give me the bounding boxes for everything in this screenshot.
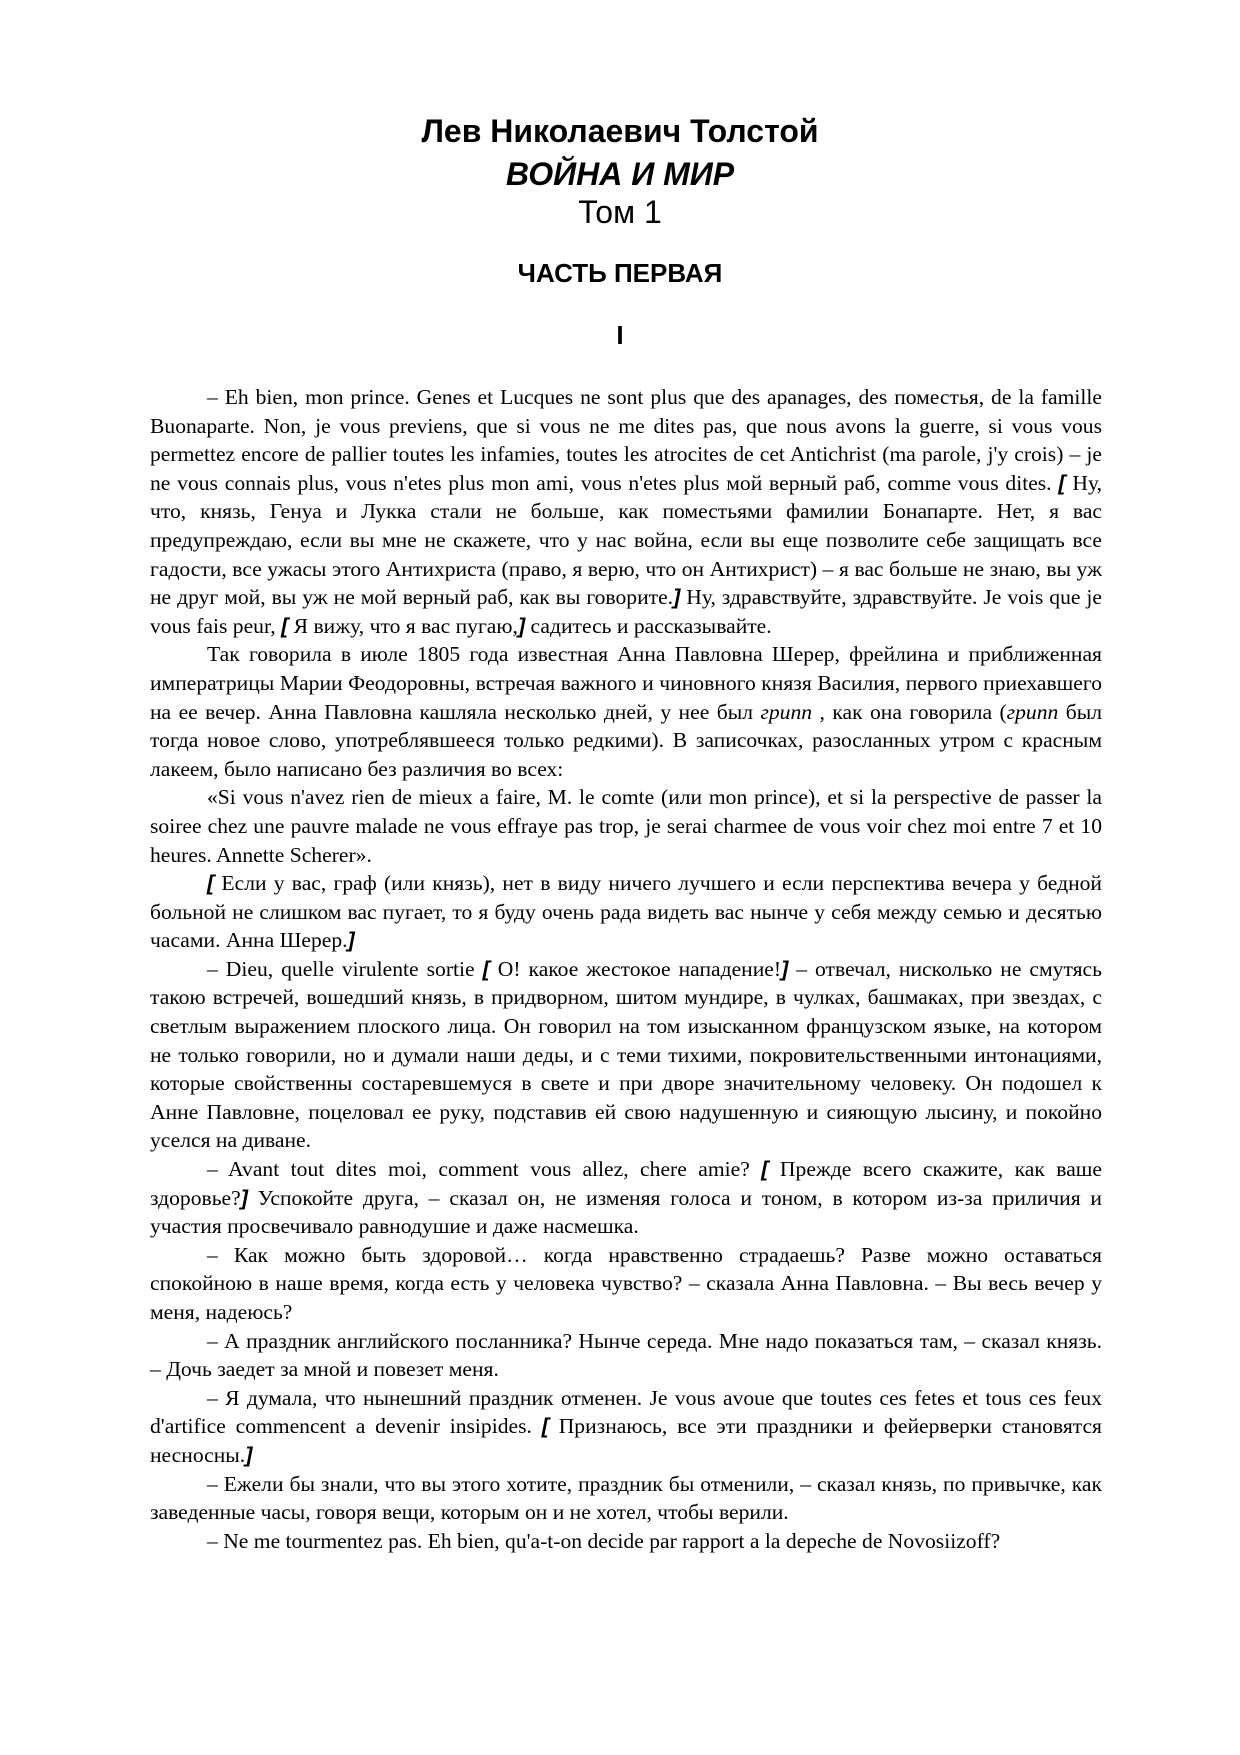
text-run: – А праздник английского посланника? Нынче середа. Мне надо показаться там, – сказал князь. – Дочь заедет за мной и повезет меня. xyxy=(150,1328,1102,1382)
book-title: ВОЙНА И МИР xyxy=(505,156,735,192)
translation-open-marker: [ xyxy=(1058,469,1066,495)
translation-close-marker: ] xyxy=(240,1184,248,1210)
text-run: Прежде всего скажите, как ваше здоровье? xyxy=(150,1157,1102,1210)
translation-close-marker: ] xyxy=(673,584,681,610)
author-name: Лев Николаевич Толстой xyxy=(421,113,819,149)
paragraph xyxy=(150,869,1102,955)
paragraph xyxy=(150,1384,1102,1470)
translation-close-marker: ] xyxy=(517,612,526,638)
paragraph xyxy=(150,1470,1102,1527)
text-run: садитесь и рассказывайте. xyxy=(525,613,772,638)
translation-close-marker: ] xyxy=(245,1441,253,1467)
text-run: Ну, здравствуйте, здравствуйте. Je vois que je vous fais peur, xyxy=(150,585,1102,638)
text-run: – Dieu, quelle virulente sortie xyxy=(207,956,483,981)
text-run: Признаюсь, все эти праздники и фейерверки становятся несносны. xyxy=(150,1414,1102,1467)
volume-label: Том 1 xyxy=(578,194,662,230)
paragraph xyxy=(150,1527,1102,1556)
chapter-number: I xyxy=(616,320,624,350)
text-run: – Eh bien, mon prince. Genes et Lucques ne sont plus que des apanages, des поместья, de la famille Buonaparte. Non, je vous previens, que si vous ne me dites pas, que nous avons la guerre, si vous vous permettez encore de pallier toutes les infamies, toutes les atrocites de cet Antichrist (ma parole, j'y crois) – je ne vous connais plus, vous n'etes plus mon ami, vous n'etes plus мой верный раб, comme vous dites. xyxy=(150,385,1102,495)
text-run: Если у вас, граф (или князь), нет в виду ничего лучшего и если перспектива вечера у бедной больной не слишком вас пугает, то я буду очень рада видеть вас нынче у себя между семью и десятью часами. Анна Шерер. xyxy=(150,871,1102,953)
text-run: – Ежели бы знали, что вы этого хотите, праздник бы отменили, – сказал князь, по привычке, как заведенные часы, говоря вещи, которым он и не хотел, чтобы верили. xyxy=(150,1471,1102,1525)
translation-open-marker: [ xyxy=(482,955,490,981)
italic-term: грипп xyxy=(760,699,813,724)
text-run: Так говорила в июле 1805 года известная Анна Павловна Шерер, фрейлина и приближенная императрицы Марии Феодоровны, встречая важного и чиновного князя Василия, первого приехавшего на ее вечер. Анна Павловна кашляла несколько дней, у нее был xyxy=(150,642,1102,724)
text-run: О! какое жестокое нападение! xyxy=(489,956,782,981)
translation-open-marker: [ xyxy=(541,1413,549,1439)
translation-open-marker: [ xyxy=(281,612,289,638)
part-heading: ЧАСТЬ ПЕРВАЯ xyxy=(517,258,723,288)
paragraph xyxy=(150,383,1102,640)
paragraph xyxy=(150,783,1102,869)
text-run: – Как можно быть здоровой… когда нравственно страдаешь? Разве можно оставаться спокойною в наше время, когда есть у человека чувство? – сказала Анна Павловна. – Вы весь вечер у меня, надеюсь? xyxy=(150,1242,1102,1324)
paragraph xyxy=(150,1327,1102,1384)
translation-close-marker: ] xyxy=(781,955,789,981)
paragraph xyxy=(150,640,1102,783)
italic-term: грипп xyxy=(1006,699,1059,724)
text-run: «Si vous n'avez rien de mieux a faire, M. le comte (или mon prince), et si la perspective de passer la soiree chez une pauvre malade ne vous effraye pas trop, je serai charmee de vous voir chez moi entre 7 et 10 heures. Annette Scherer». xyxy=(150,785,1102,867)
paragraph xyxy=(150,1155,1102,1241)
translation-close-marker: ] xyxy=(347,927,355,953)
text-run: , как она говорила ( xyxy=(812,699,1007,724)
paragraph xyxy=(150,955,1102,1155)
text-run: – Avant tout dites moi, comment vous allez, chere amie? xyxy=(207,1157,762,1182)
text-run: – Ne me tourmentez pas. Eh bien, qu'a-t-on decide par rapport a la depeche de Novosiizoff? xyxy=(207,1528,1001,1553)
body-text xyxy=(150,383,1102,1555)
translation-open-marker: [ xyxy=(207,870,215,896)
translation-open-marker: [ xyxy=(761,1156,769,1182)
text-run: – Я думала, что нынешний праздник отменен. Je vous avoue que toutes ces fetes et tous ces feux d'artifice commencent a devenir insipides. xyxy=(150,1385,1102,1439)
paragraph xyxy=(150,1241,1102,1327)
text-run: Успокойте друга, – сказал он, не изменяя голоса и тоном, в котором из-за приличия и участия просвечивало равнодушие и даже насмешка. xyxy=(150,1185,1102,1239)
text-run: был тогда новое слово, употреблявшееся только редкими). В записочках, разосланных утром с красным лакеем, было написано без различия во всех: xyxy=(150,699,1103,781)
text-run: Я вижу, что я вас пугаю, xyxy=(288,613,518,638)
text-run: – отвечал, нисколько не смутясь такою встречей, вошедший князь, в придворном, шитом мундире, в чулках, башмаках, при звездах, с светлым выражением плоского лица. Он говорил на том изысканном французском языке, на котором не только говорили, но и думали наши деды, и с теми тихими, покровительственными интонациями, которые свойственны состаревшемуся в свете и при дворе значительному человеку. Он подошел к Анне Павловне, поцеловал ее руку, подставив ей свою надушенную и сияющую лысину, и покойно уселся на диване. xyxy=(150,956,1102,1153)
text-run: Ну, что, князь, Генуа и Лукка стали не больше, как поместьями фамилии Бонапарте. Нет, я вас предупреждаю, если вы мне не скажете, что у нас война, если вы еще позволите себе защищать все гадости, все ужасы этого Антихриста (право, я верю, что он Антихрист) – я вас больше не знаю, вы уж не друг мой, вы уж не мой верный раб, как вы говорите. xyxy=(150,470,1102,610)
